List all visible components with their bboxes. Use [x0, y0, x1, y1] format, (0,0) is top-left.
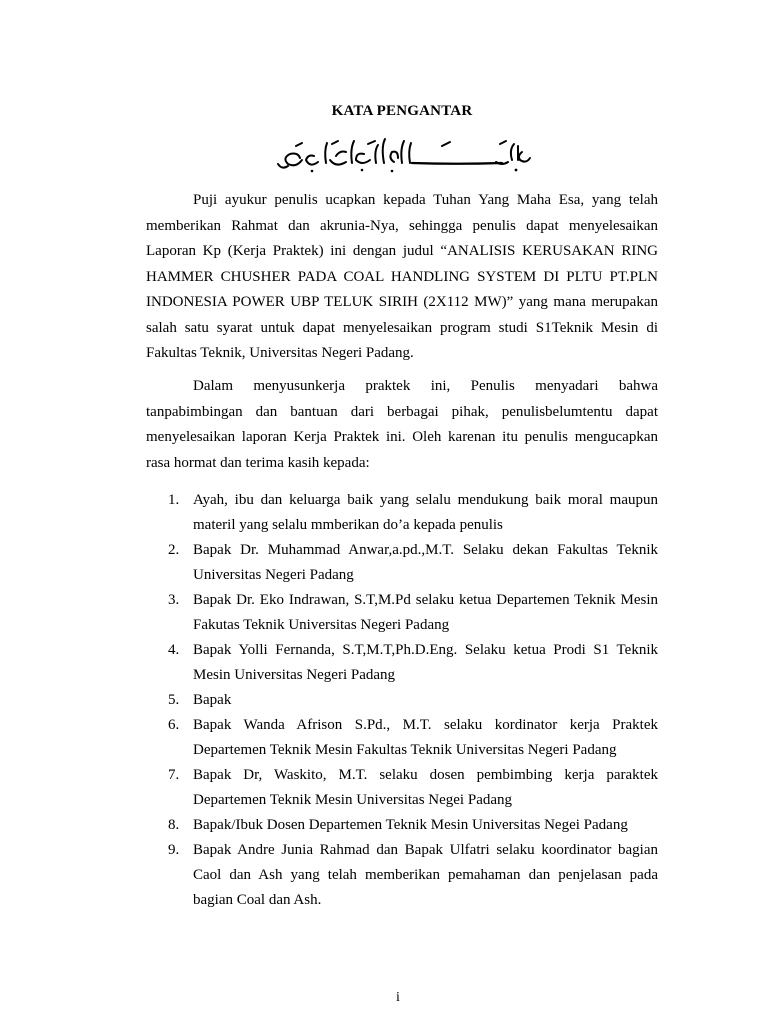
list-item [146, 588, 658, 638]
list-item [146, 813, 658, 838]
list-item-text: Bapak/Ibuk Dosen Departemen Teknik Mesin Universitas Negei Padang [193, 817, 628, 833]
list-item [146, 688, 658, 713]
list-item-number: 4. [168, 642, 180, 658]
basmala-calligraphy-icon [272, 136, 536, 176]
intro-paragraph: Puji ayukur penulis ucapkan kepada Tuhan Yang Maha Esa, yang telah memberikan Rahmat dan akrunia-Nya, sehingga penulis dapat menyelesaikan Laporan Kp (Kerja Praktek) ini dengan judul “ANALISIS KERUSAKAN RING HAMMER CHUSHER PADA COAL HANDLING SYSTEM DI PLTU PT.PLN INDONESIA POWER UBP TELUK SIRIH (2X112 MW)” yang mana merupakan salah satu syarat untuk dapat menyelesaikan program studi S1Teknik Mesin di Fakultas Teknik, Universitas Negeri Padang. [146, 192, 658, 361]
list-item-number: 6. [168, 717, 180, 733]
list-item-text: Bapak Dr, Waskito, M.T. selaku dosen pembimbing kerja paraktek Departemen Teknik Mesin Universitas Negei Padang [193, 767, 658, 808]
page-title: KATA PENGANTAR [331, 103, 473, 119]
acknowledgement-intro-paragraph: Dalam menyusunkerja praktek ini, Penulis menyadari bahwa tanpabimbingan dan bantuan dari berbagai pihak, penulisbelumtentu dapat menyelesaikan laporan Kerja Praktek ini. Oleh karenan itu penulis mengucapkan rasa hormat dan terima kasih kepada: [146, 378, 658, 471]
list-item-text: Bapak Wanda Afrison S.Pd., M.T. selaku kordinator kerja Praktek Departemen Teknik Mesin Fakultas Teknik Universitas Negeri Padang [193, 717, 658, 758]
list-item-text: Ayah, ibu dan keluarga baik yang selalu mendukung baik moral maupun materil yang selalu mmberikan do’a kepada penulis [193, 492, 658, 533]
list-item-number: 9. [168, 842, 180, 858]
list-item [146, 763, 658, 813]
list-item [146, 538, 658, 588]
list-item-text: Bapak Yolli Fernanda, S.T,M.T,Ph.D.Eng. Selaku ketua Prodi S1 Teknik Mesin Universitas Negeri Padang [193, 642, 658, 683]
acknowledgement-list [146, 488, 658, 913]
list-item [146, 838, 658, 913]
list-item [146, 638, 658, 688]
list-item-text: Bapak Dr. Muhammad Anwar,a.pd.,M.T. Selaku dekan Fakultas Teknik Universitas Negeri Padang [193, 542, 658, 583]
list-item-number: 2. [168, 542, 180, 558]
list-item-number: 8. [168, 817, 180, 833]
list-item-number: 5. [168, 692, 180, 708]
list-item [146, 713, 658, 763]
list-item [146, 488, 658, 538]
list-item-number: 1. [168, 492, 180, 508]
list-item-text: Bapak [193, 692, 232, 708]
list-item-text: Bapak Dr. Eko Indrawan, S.T,M.Pd selaku ketua Departemen Teknik Mesin Fakutas Teknik Universitas Negeri Padang [193, 592, 658, 633]
page-number: i [396, 990, 400, 1005]
list-item-text: Bapak Andre Junia Rahmad dan Bapak Ulfatri selaku koordinator bagian Caol dan Ash yang telah memberikan pemahaman dan penjelasan pada bagian Coal dan Ash. [193, 842, 658, 908]
list-item-number: 3. [168, 592, 180, 608]
list-item-number: 7. [168, 767, 180, 783]
